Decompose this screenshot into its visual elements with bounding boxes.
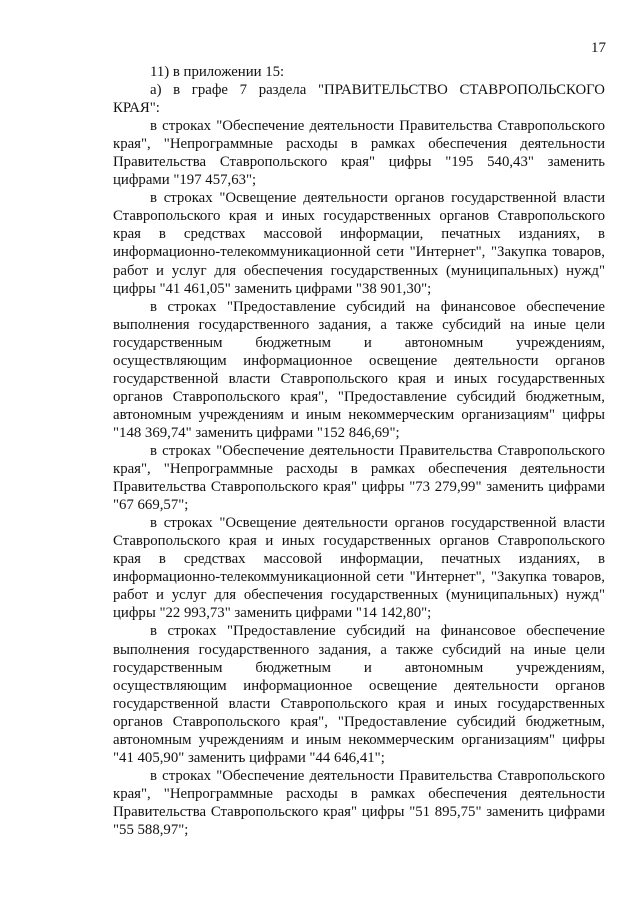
amendment-paragraph: в строках "Освещение деятельности органов государственной власти Ставропольского края и иных государственных органов Ставропольского края в средствах массовой информации, печатных изданиях, в информационно-телекоммуникационной сети "Интернет", "Закупка товаров, работ и услуг для обеспечения государственных (муниципальных) нужд" цифры "41 461,05" заменить цифрами "38 901,30"; xyxy=(113,190,605,297)
page-number: 17 xyxy=(591,40,606,56)
item-11-heading: 11) в приложении 15: xyxy=(150,64,285,80)
amendment-paragraph: в строках "Обеспечение деятельности Правительства Ставропольского края", "Непрограммные расходы в рамках обеспечения деятельности Правительства Ставропольского края" цифры "195 540,43" заменить цифрами "197 457,63"; xyxy=(113,118,605,189)
document-body xyxy=(113,63,605,839)
amendment-paragraph: в строках "Обеспечение деятельности Правительства Ставропольского края", "Непрограммные расходы в рамках обеспечения деятельности Правительства Ставропольского края" цифры "51 895,75" заменить цифрами "55 588,97"; xyxy=(113,767,605,838)
amendment-paragraph: в строках "Обеспечение деятельности Правительства Ставропольского края", "Непрограммные расходы в рамках обеспечения деятельности Правительства Ставропольского края" цифры "73 279,99" заменить цифрами "67 669,57"; xyxy=(113,442,605,514)
subitem-a-heading: а) в графе 7 раздела "ПРАВИТЕЛЬСТВО СТАВРОПОЛЬСКОГО КРАЯ": xyxy=(113,82,605,117)
amendment-paragraph: в строках "Предоставление субсидий на финансовое обеспечение выполнения государственного задания, а также субсидий на иные цели государственным бюджетным и автономным учреждениям, осуществляющим информационное освещение деятельности органов государственной власти Ставропольского края и иных государственных органов Ставропольского края", "Предоставление субсидий бюджетным, автономным учреждениям и иным некоммерческим организациям" цифры "41 405,90" заменить цифрами "44 646,41"; xyxy=(113,623,605,766)
amendment-paragraph: в строках "Освещение деятельности органов государственной власти Ставропольского края и иных государственных органов Ставропольского края в средствах массовой информации, печатных изданиях, в информационно-телекоммуникационной сети "Интернет", "Закупка товаров, работ и услуг для обеспечения государственных (муниципальных) нужд" цифры "22 993,73" заменить цифрами "14 142,80"; xyxy=(113,515,605,622)
amendment-paragraph: в строках "Предоставление субсидий на финансовое обеспечение выполнения государственного задания, а также субсидий на иные цели государственным бюджетным и автономным учреждениям, осуществляющим информационное освещение деятельности органов государственной власти Ставропольского края и иных государственных органов Ставропольского края", "Предоставление субсидий бюджетным, автономным учреждениям и иным некоммерческим организациям" цифры "148 369,74" заменить цифрами "152 846,69"; xyxy=(113,298,605,441)
